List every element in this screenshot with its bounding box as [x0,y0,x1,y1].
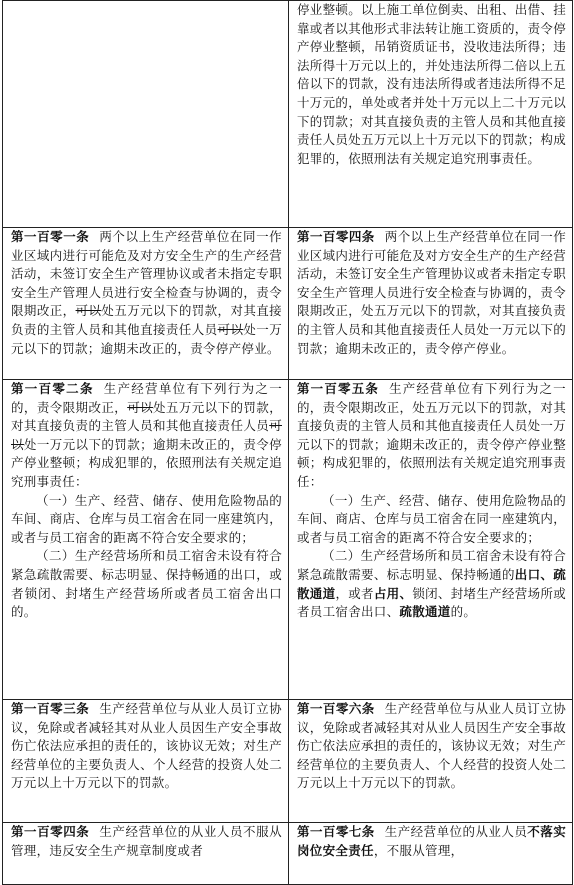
new-article-cell [289,380,573,700]
old-article-cell [3,1,289,228]
deleted-text: 可以 [127,399,154,415]
article-text: 处一万元以下的罚款；逾期未改正的，责令停产停业整顿；构成犯罪的，依照刑法有关规定追究刑事责任： [11,436,282,489]
article-text: 处五万元以下的罚款，对其直接负责的主管人员和其他直接责任人员 [11,303,282,337]
article-number: 第一百零三条 [11,701,90,716]
article-text: 生产经营单位有下列行为之一的，责令限期改正，处五万元以下的罚款，对其直接负责的主管人员和其他直接责任人员处一万元以下的罚款；逾期未改正的，责令停产停业整顿；构成犯罪的，依照刑法有关规定追究刑事责任： [297,381,566,489]
article-text: 生产经营单位的从业人员 [384,824,528,839]
article-number: 第一百零四条 [11,824,90,839]
new-article-cell [289,700,573,823]
new-article-cell [289,228,573,380]
article-text: 两个以上生产经营单位在同一作业区域内进行可能危及对方安全生产的生产经营活动，未签订安全生产管理协议或者未指定专职安全生产管理人员进行安全检查与协调的，责令限期改正，处五万元以下的罚款，对其直接负责的主管人员和其他直接责任人员处一万元以下的罚款；逾期未改正的，责令停产停业。 [297,229,566,356]
article-text: 生产经营单位与从业人员订立协议，免除或者减轻其对从业人员因生产安全事故伤亡依法应承担的责任的，该协议无效；对生产经营单位的主要负责人、个人经营的投资人处二万元以上十万元以下的罚款。 [297,701,566,791]
article-text: 生产经营单位与从业人员订立协议，免除或者减轻其对从业人员因生产安全事故伤亡依法应承担的责任的，该协议无效；对生产经营单位的主要负责人、个人经营的投资人处二万元以上十万元以下的罚款。 [11,701,282,791]
article-text: 生产经营单位的从业人员不服从管理，违反安全生产规章制度或者 [11,824,282,858]
table-row [3,1,573,228]
article-text: 两个以上生产经营单位在同一作业区域内进行可能危及对方安全生产的生产经营活动，未签订安全生产管理协议或者未指定专职安全生产管理人员进行安全检查与协调的，责令限期改正， [11,229,282,319]
added-text: 疏散通道 [399,604,451,620]
article-item [297,547,566,621]
article-number: 第一百零一条 [11,229,90,244]
article-text: 锁闭、封堵生产经营场所或者员工宿舍出口、 [297,585,567,620]
article-text: 处一万元以下的罚款；逾期未改正的，责令停产停业。 [11,321,282,356]
article-item: （一）生产、经营、储存、使用危险物品的车间、商店、仓库与员工宿舍在同一座建筑内，或者与员工宿舍的距离不符合安全要求的； [297,492,566,545]
table-row [3,380,573,700]
new-article-cell [289,1,573,228]
article-number: 第一百零七条 [297,824,375,839]
old-article-cell [3,700,289,823]
deleted-text: 可以 [11,418,282,452]
deleted-text: 可以 [75,303,102,319]
old-article-cell [3,823,289,885]
article-number: 第一百零四条 [297,229,375,244]
article-text: ，不服从管理， [373,842,464,858]
law-comparison-table [2,0,573,885]
table-row [3,823,573,885]
table-row [3,228,573,380]
article-number: 第一百零二条 [11,381,94,396]
article-item: （二）生产经营场所和员工宿舍未设有符合紧急疏散需要、标志明显、保持畅通的出口，或者锁闭、封堵生产经营场所或者员工宿舍出口的。 [11,548,282,620]
new-article-text: 停业整顿。以上施工单位倒卖、出租、出借、挂靠或者以其他形式非法转让施工资质的，责令停产停业整顿，吊销资质证书，没收违法所得；违法所得十万元以上的，并处违法所得二倍以上五倍以下的罚款，没有违法所得或者违法所得不足十万元的，单处或者并处十万元以上二十万元以下的罚款；对其直接负责的主管人员和其他直接责任人员处五万元以上十万元以下的罚款；构成犯罪的，依照刑法有关规定追究刑事责任。 [297,2,566,166]
deleted-text: 可以 [217,321,244,337]
article-text: 生产经营单位有下列行为之一的，责令限期改正， [11,381,282,415]
article-item: （一）生产、经营、储存、使用危险物品的车间、商店、仓库与员工宿舍在同一座建筑内，或者与员工宿舍的距离不符合安全要求的； [11,492,282,545]
added-text: 出口、疏散通道 [297,566,566,601]
old-article-cell [3,380,289,700]
article-number: 第一百零六条 [297,701,375,716]
article-text: （二）生产经营场所和员工宿舍未设有符合紧急疏散需要、标志明显、保持畅通的 [297,548,566,582]
new-article-cell [289,823,573,885]
article-number: 第一百零五条 [297,381,380,396]
table-row [3,700,573,823]
article-text: 处五万元以下的罚款，对其直接负责的主管人员和其他直接责任人员 [11,399,282,434]
article-text: ，或者 [335,585,374,601]
old-article-cell [3,228,289,380]
article-text: 的。 [450,604,477,620]
added-text: 不落实岗位安全责任 [297,824,566,858]
added-text: 占用、 [373,585,413,601]
